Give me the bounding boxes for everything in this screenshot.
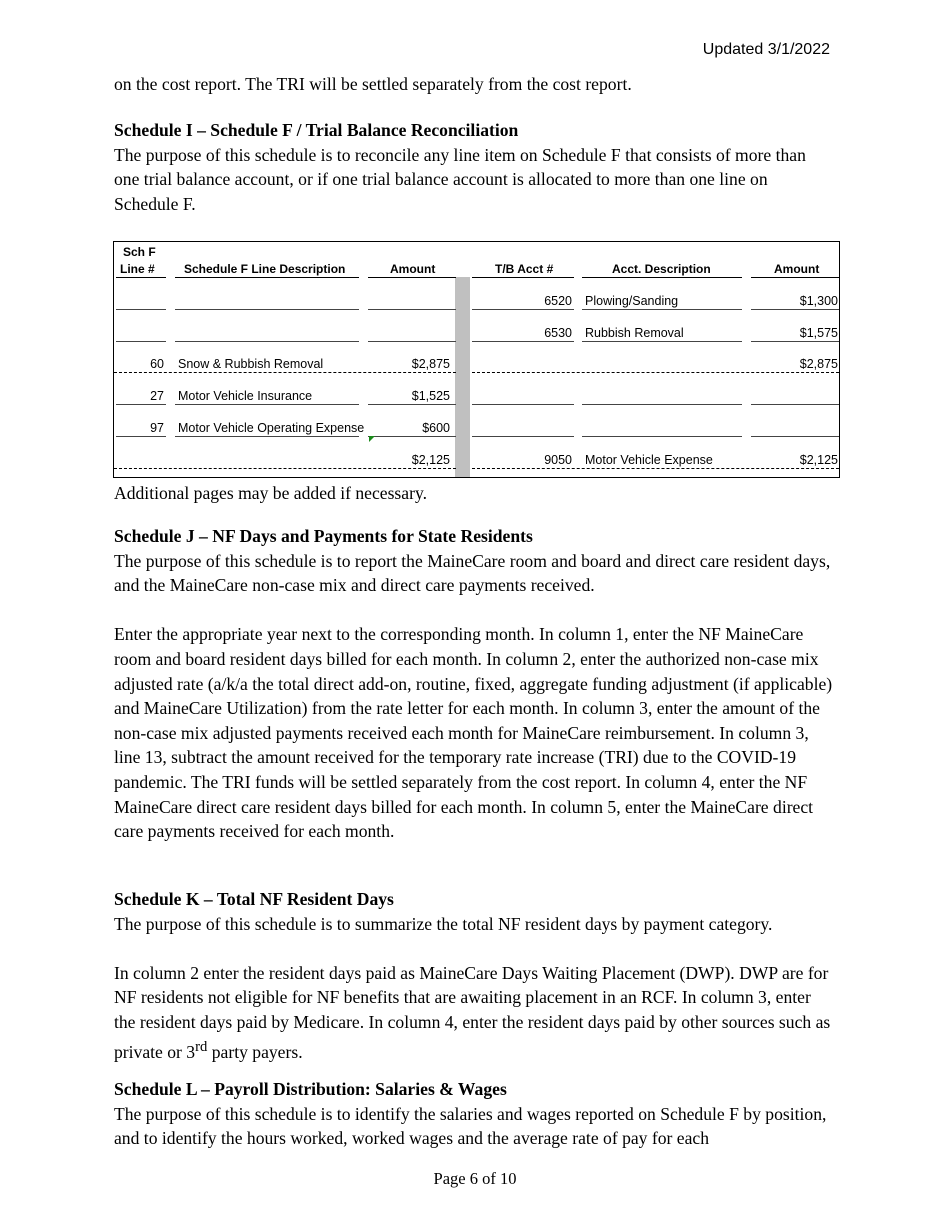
row-underline: [116, 404, 166, 405]
row2-tb-acct: 6530: [544, 326, 572, 340]
additional-pages-note: Additional pages may be added if necessary.: [114, 483, 427, 503]
schedule-j-section: [114, 524, 834, 844]
row2-amount-right: $1,575: [799, 326, 838, 340]
schedule-k-section: [114, 887, 834, 1064]
row6-amount-right: $2,125: [799, 453, 838, 467]
row-underline: [368, 436, 456, 437]
page-number: Page 6 of 10: [433, 1169, 517, 1188]
row2-acct-desc: Rubbish Removal: [585, 326, 684, 340]
schedule-k-text1: The purpose of this schedule is to summarize the total NF resident days by payment category.: [114, 913, 773, 934]
row3-description: Snow & Rubbish Removal: [178, 357, 324, 371]
row4-amount: $1,525: [411, 389, 450, 403]
table-separator-bar: [455, 277, 470, 477]
row-underline: [116, 341, 166, 342]
row-underline: [472, 436, 574, 437]
header-sch-f-top: Sch F: [123, 245, 156, 259]
header-underline: [175, 277, 359, 278]
row4-line: 27: [150, 389, 164, 403]
schedule-k-heading: Schedule K – Total NF Resident Days: [114, 889, 394, 909]
header-tb-acct: T/B Acct #: [495, 262, 554, 276]
dashed-total-line: [472, 468, 839, 469]
row6-acct-desc: Motor Vehicle Expense: [585, 453, 713, 467]
row1-amount-right: $1,300: [799, 294, 838, 308]
row-underline: [582, 436, 742, 437]
schedule-i-text: The purpose of this schedule is to reconcile any line item on Schedule F that consists of more than one trial balance account, or if one trial balance account is allocated to more than one line on Schedule F.: [114, 144, 806, 214]
row-underline: [368, 341, 456, 342]
row6-tb-acct: 9050: [544, 453, 572, 467]
row-underline: [472, 341, 574, 342]
dashed-total-line: [114, 372, 456, 373]
row-underline: [751, 341, 839, 342]
schedule-i-section: [114, 118, 834, 216]
header-amount-left: Amount: [390, 262, 436, 276]
schedule-j-text1: The purpose of this schedule is to report the MaineCare room and board and direct care resident days, and the MaineCare non-case mix and direct care payments received.: [114, 550, 831, 596]
header-underline: [582, 277, 742, 278]
intro-line: on the cost report. The TRI will be settled separately from the cost report.: [114, 74, 632, 94]
row-underline: [368, 404, 456, 405]
row5-line: 97: [150, 421, 164, 435]
row-underline: [116, 309, 166, 310]
row3-amount-right: $2,875: [799, 357, 838, 371]
dashed-total-line: [114, 468, 456, 469]
row-underline: [582, 309, 742, 310]
schedule-l-text: The purpose of this schedule is to identify the salaries and wages reported on Schedule F by position, and to identify the hours worked, worked wages and the average rate of pay for each: [114, 1103, 827, 1149]
schedule-j-text2: Enter the appropriate year next to the corresponding month. In column 1, enter the NF MaineCare room and board resident days billed for each month. In column 2, enter the authorized non-case mix adjusted rate (a/k/a the total direct add-on, routine, fixed, aggregate funding adjustment (if applicable) and MaineCare Utilization) from the rate letter for each month. In column 3, enter the amount of the non-case mix adjusted payments received each month for MaineCare reimbursement. In column 3, line 13, subtract the amount received for the temporary rate increase (TRI) due to the COVID-19 pandemic. The TRI funds will be settled separately from the cost report. In column 4, enter the NF MaineCare direct care resident days billed for each month. In column 5, enter the MaineCare direct care payments received for each month.: [114, 624, 833, 842]
row-underline: [751, 436, 839, 437]
schedule-k-text2: In column 2 enter the resident days paid as MaineCare Days Waiting Placement (DWP). DWP are for NF residents not eligible for NF benefits that are awaiting placement in an RCF. In column 3, enter the resident days paid by Medicare. In column 4, enter the resident days paid by other sources such as private or 3rd party payers.: [114, 962, 831, 1062]
row-underline: [175, 404, 359, 405]
row-underline: [751, 309, 839, 310]
row-underline: [368, 309, 456, 310]
header-underline: [751, 277, 839, 278]
row4-description: Motor Vehicle Insurance: [178, 389, 313, 403]
header-amount-right: Amount: [774, 262, 820, 276]
row6-amount: $2,125: [411, 453, 450, 467]
header-underline: [116, 277, 166, 278]
row-underline: [175, 341, 359, 342]
schedule-l-section: [114, 1077, 834, 1151]
header-acct-description: Acct. Description: [612, 262, 711, 276]
reconciliation-table: [113, 241, 840, 478]
cell-comment-marker: [369, 436, 375, 442]
row5-description: Motor Vehicle Operating Expense: [178, 421, 365, 435]
header-sch-f-line: Line #: [120, 262, 155, 276]
header-underline: [368, 277, 456, 278]
row3-amount: $2,875: [411, 357, 450, 371]
header-underline: [472, 277, 574, 278]
row1-tb-acct: 6520: [544, 294, 572, 308]
row-underline: [175, 436, 359, 437]
row-underline: [582, 404, 742, 405]
header-description: Schedule F Line Description: [184, 262, 346, 276]
schedule-i-heading: Schedule I – Schedule F / Trial Balance Reconciliation: [114, 120, 519, 140]
row1-acct-desc: Plowing/Sanding: [585, 294, 679, 308]
row5-amount: $600: [422, 421, 450, 435]
row3-line: 60: [150, 357, 164, 371]
row-underline: [751, 404, 839, 405]
row-underline: [472, 404, 574, 405]
schedule-l-heading: Schedule L – Payroll Distribution: Salaries & Wages: [114, 1079, 507, 1099]
updated-date: Updated 3/1/2022: [702, 41, 830, 58]
row-underline: [116, 436, 166, 437]
row-underline: [582, 341, 742, 342]
row-underline: [472, 309, 574, 310]
row-underline: [175, 309, 359, 310]
dashed-total-line: [472, 372, 839, 373]
schedule-j-heading: Schedule J – NF Days and Payments for State Residents: [114, 526, 533, 546]
